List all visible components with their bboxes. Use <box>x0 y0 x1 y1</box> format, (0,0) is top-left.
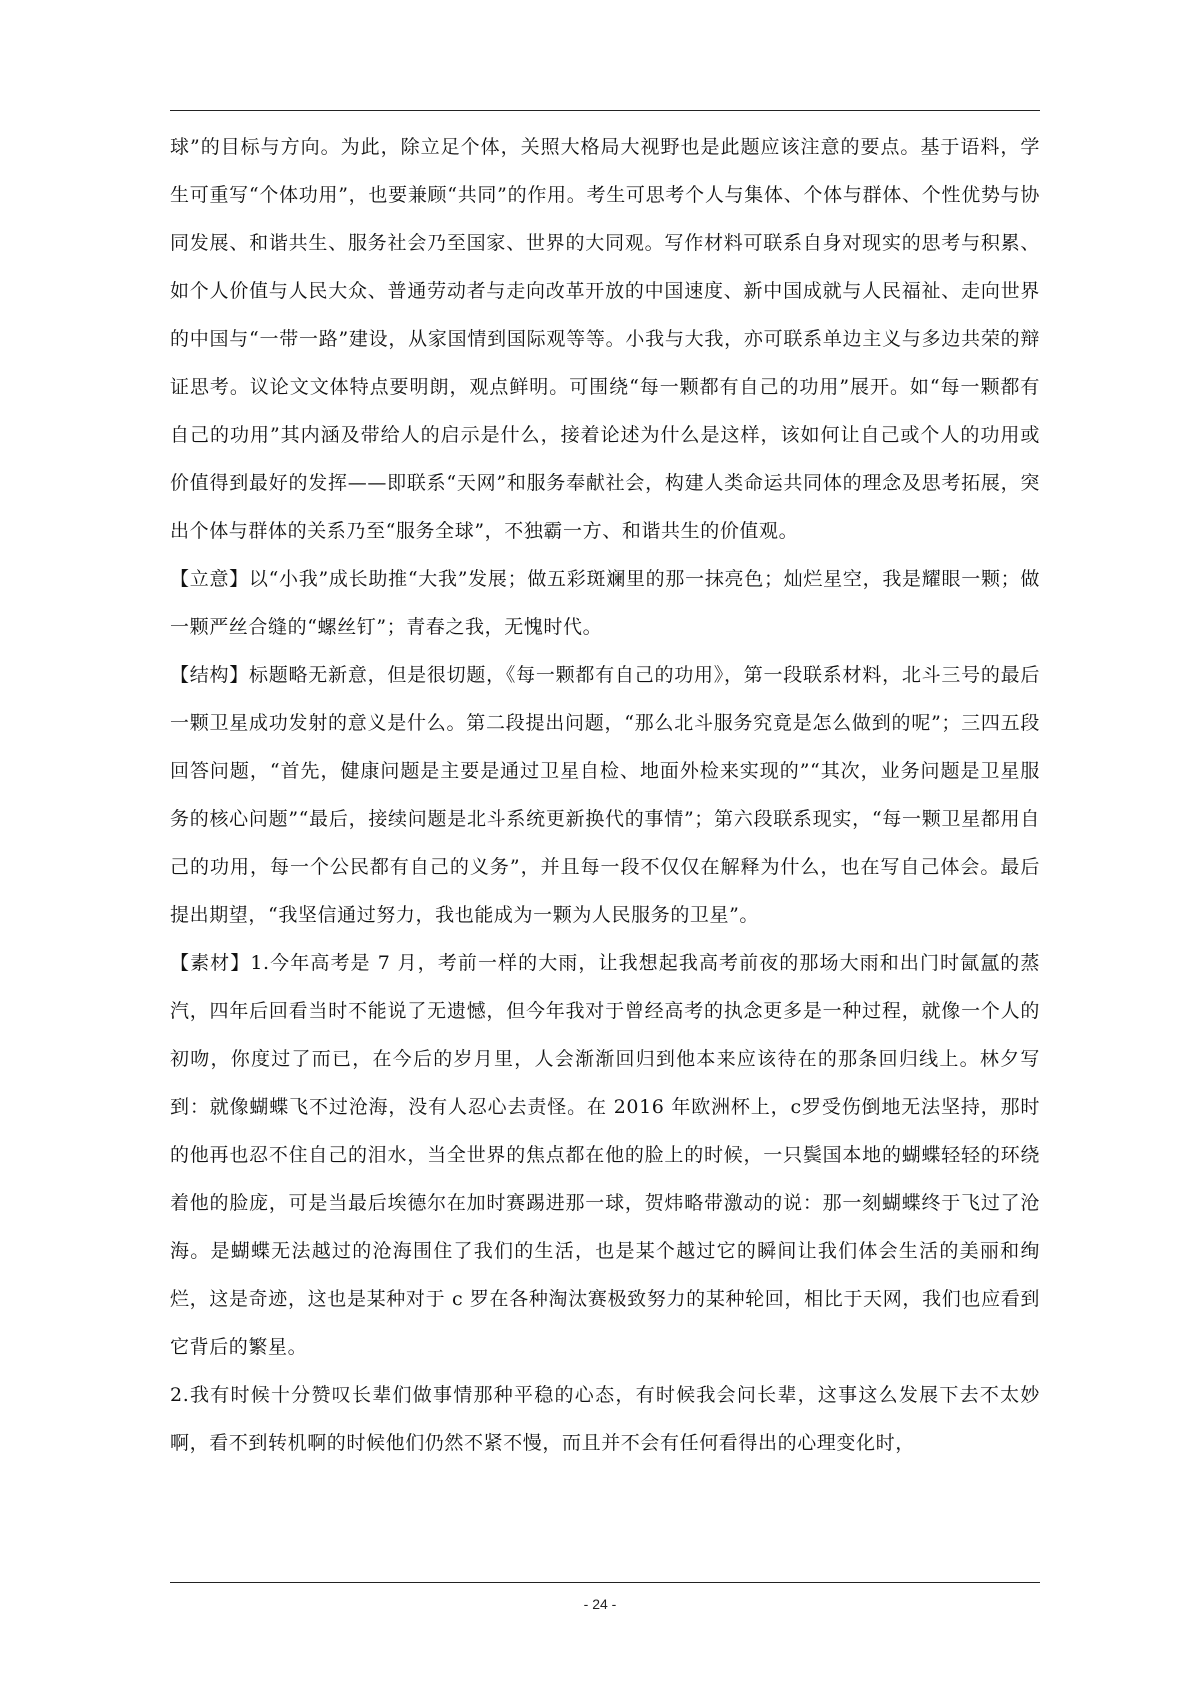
page-number: - 24 - <box>583 1596 617 1612</box>
header-rule <box>170 110 1040 111</box>
paragraph-analysis: 球”的目标与方向。为此，除立足个体，关照大格局大视野也是此题应该注意的要点。基于语料，学生可重写“个体功用”，也要兼顾“共同”的作用。考生可思考个人与集体、个体与群体、个性优势与协同发展、和谐共生、服务社会乃至国家、世界的大同观。写作材料可联系自身对现实的思考与积累、如个人价值与人民大众、普通劳动者与走向改革开放的中国速度、新中国成就与人民福祉、走向世界的中国与“一带一路”建设，从家国情到国际观等等。小我与大我，亦可联系单边主义与多边共荣的辩证思考。议论文文体特点要明朗，观点鲜明。可围绕“每一颗都有自己的功用”展开。如“每一颗都有自己的功用”其内涵及带给人的启示是什么，接着论述为什么是这样，该如何让自己或个人的功用或价值得到最好的发挥——即联系“天网”和服务奉献社会，构建人类命运共同体的理念及思考拓展，突出个体与群体的关系乃至“服务全球”，不独霸一方、和谐共生的价值观。 <box>170 136 1040 542</box>
document-body <box>170 123 1040 1467</box>
paragraph-material-2: 2.我有时候十分赞叹长辈们做事情那种平稳的心态，有时候我会问长辈，这事这么发展下去不太妙啊，看不到转机啊的时候他们仍然不紧不慢，而且并不会有任何看得出的心理变化时， <box>170 1384 1040 1454</box>
paragraph-structure: 【结构】标题略无新意，但是很切题，《每一颗都有自己的功用》，第一段联系材料，北斗三号的最后一颗卫星成功发射的意义是什么。第二段提出问题，“那么北斗服务究竟是怎么做到的呢”；三四五段回答问题，“首先，健康问题是主要是通过卫星自检、地面外检来实现的”“其次，业务问题是卫星服务的核心问题”“最后，接续问题是北斗系统更新换代的事情”；第六段联系现实，“每一颗卫星都用自己的功用，每一个公民都有自己的义务”，并且每一段不仅仅在解释为什么，也在写自己体会。最后提出期望，“我坚信通过努力，我也能成为一颗为人民服务的卫星”。 <box>170 664 1040 926</box>
paragraph-material-1: 【素材】1.今年高考是 7 月，考前一样的大雨，让我想起我高考前夜的那场大雨和出门时氤氲的蒸汽，四年后回看当时不能说了无遗憾，但今年我对于曾经高考的执念更多是一种过程，就像一个人的初吻，你度过了而已，在今后的岁月里，人会渐渐回归到他本来应该待在的那条回归线上。林夕写到：就像蝴蝶飞不过沧海，没有人忍心去责怪。在 2016 年欧洲杯上，c罗受伤倒地无法坚持，那时的他再也忍不住自己的泪水，当全世界的焦点都在他的脸上的时候，一只鬓国本地的蝴蝶轻轻的环绕着他的脸庞，可是当最后埃德尔在加时赛踢进那一球，贺炜略带激动的说：那一刻蝴蝶终于飞过了沧海。是蝴蝶无法越过的沧海围住了我们的生活，也是某个越过它的瞬间让我们体会生活的美丽和绚烂，这是奇迹，这也是某种对于 c 罗在各种淘汰赛极致努力的某种轮回，相比于天网，我们也应看到它背后的繁星。 <box>170 952 1040 1358</box>
paragraph-theme: 【立意】以“小我”成长助推“大我”发展；做五彩斑斓里的那一抹亮色；灿烂星空，我是耀眼一颗；做一颗严丝合缝的“螺丝钉”；青春之我，无愧时代。 <box>170 568 1040 638</box>
footer-rule <box>170 1582 1040 1583</box>
